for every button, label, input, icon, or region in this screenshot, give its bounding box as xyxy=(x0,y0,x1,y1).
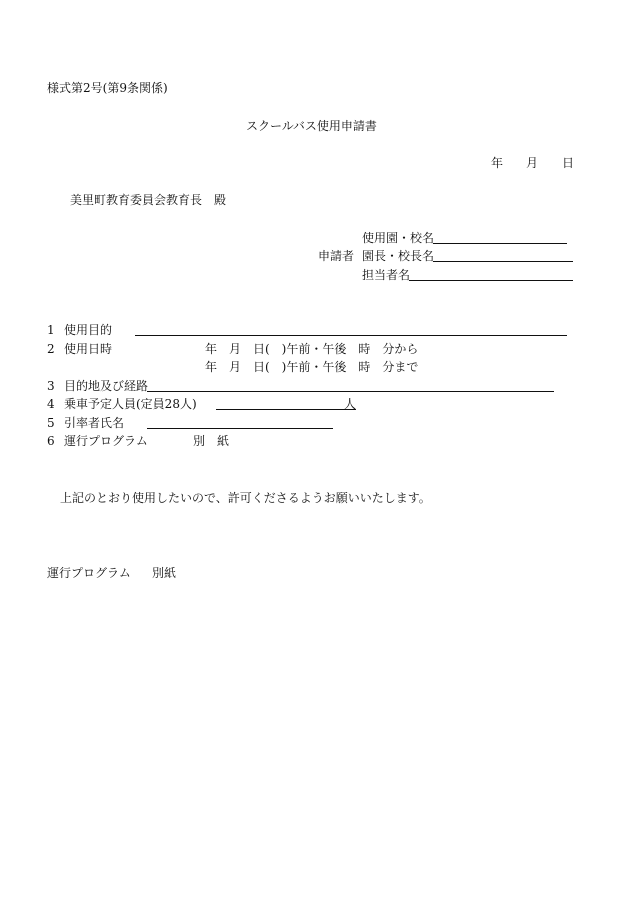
item-purpose-line xyxy=(135,335,567,336)
addressee: 美里町教育委員会教育長 殿 xyxy=(70,193,227,207)
item-passengers-label: 乗車予定人員(定員28人) xyxy=(64,397,197,411)
item-purpose-label: 使用目的 xyxy=(64,323,113,337)
footer-program-value: 別紙 xyxy=(152,566,177,580)
school-name-label: 使用園・校名 xyxy=(362,231,435,245)
principal-name-line xyxy=(433,261,573,262)
school-name-line xyxy=(433,243,567,244)
principal-name-label: 園長・校長名 xyxy=(362,249,435,263)
item-program-label: 運行プログラム xyxy=(64,434,148,448)
item-program-number: 6 xyxy=(47,434,55,448)
date-year-label: 年 xyxy=(491,156,504,170)
document-title: スクールバス使用申請書 xyxy=(246,119,377,133)
item-datetime-label: 使用日時 xyxy=(64,342,113,356)
date-month-label: 月 xyxy=(526,156,539,170)
item-program-value: 別 紙 xyxy=(193,434,230,448)
staff-name-line xyxy=(409,280,573,281)
item-passengers-unit: 人 xyxy=(344,397,357,411)
date-day-label: 日 xyxy=(562,156,575,170)
item-destination-line xyxy=(147,391,554,392)
item-passengers-number: 4 xyxy=(47,397,55,411)
item-leader-label: 引率者氏名 xyxy=(64,416,125,430)
item-passengers-line xyxy=(216,409,356,410)
item-datetime-to: 年 月 日( )午前・午後 時 分まで xyxy=(205,360,419,374)
item-leader-number: 5 xyxy=(47,416,55,430)
footer-program-label: 運行プログラム xyxy=(47,566,131,580)
item-destination-number: 3 xyxy=(47,379,55,393)
item-datetime-number: 2 xyxy=(47,342,55,356)
request-text: 上記のとおり使用したいので、許可くださるようお願いいたします。 xyxy=(60,491,431,505)
item-purpose-number: 1 xyxy=(47,323,55,337)
item-destination-label: 目的地及び経路 xyxy=(64,379,149,393)
item-datetime-from: 年 月 日( )午前・午後 時 分から xyxy=(205,342,419,356)
staff-name-label: 担当者名 xyxy=(362,268,411,282)
form-number: 様式第2号(第9条関係) xyxy=(47,81,168,95)
applicant-label: 申請者 xyxy=(318,249,355,263)
item-leader-line xyxy=(147,428,333,429)
